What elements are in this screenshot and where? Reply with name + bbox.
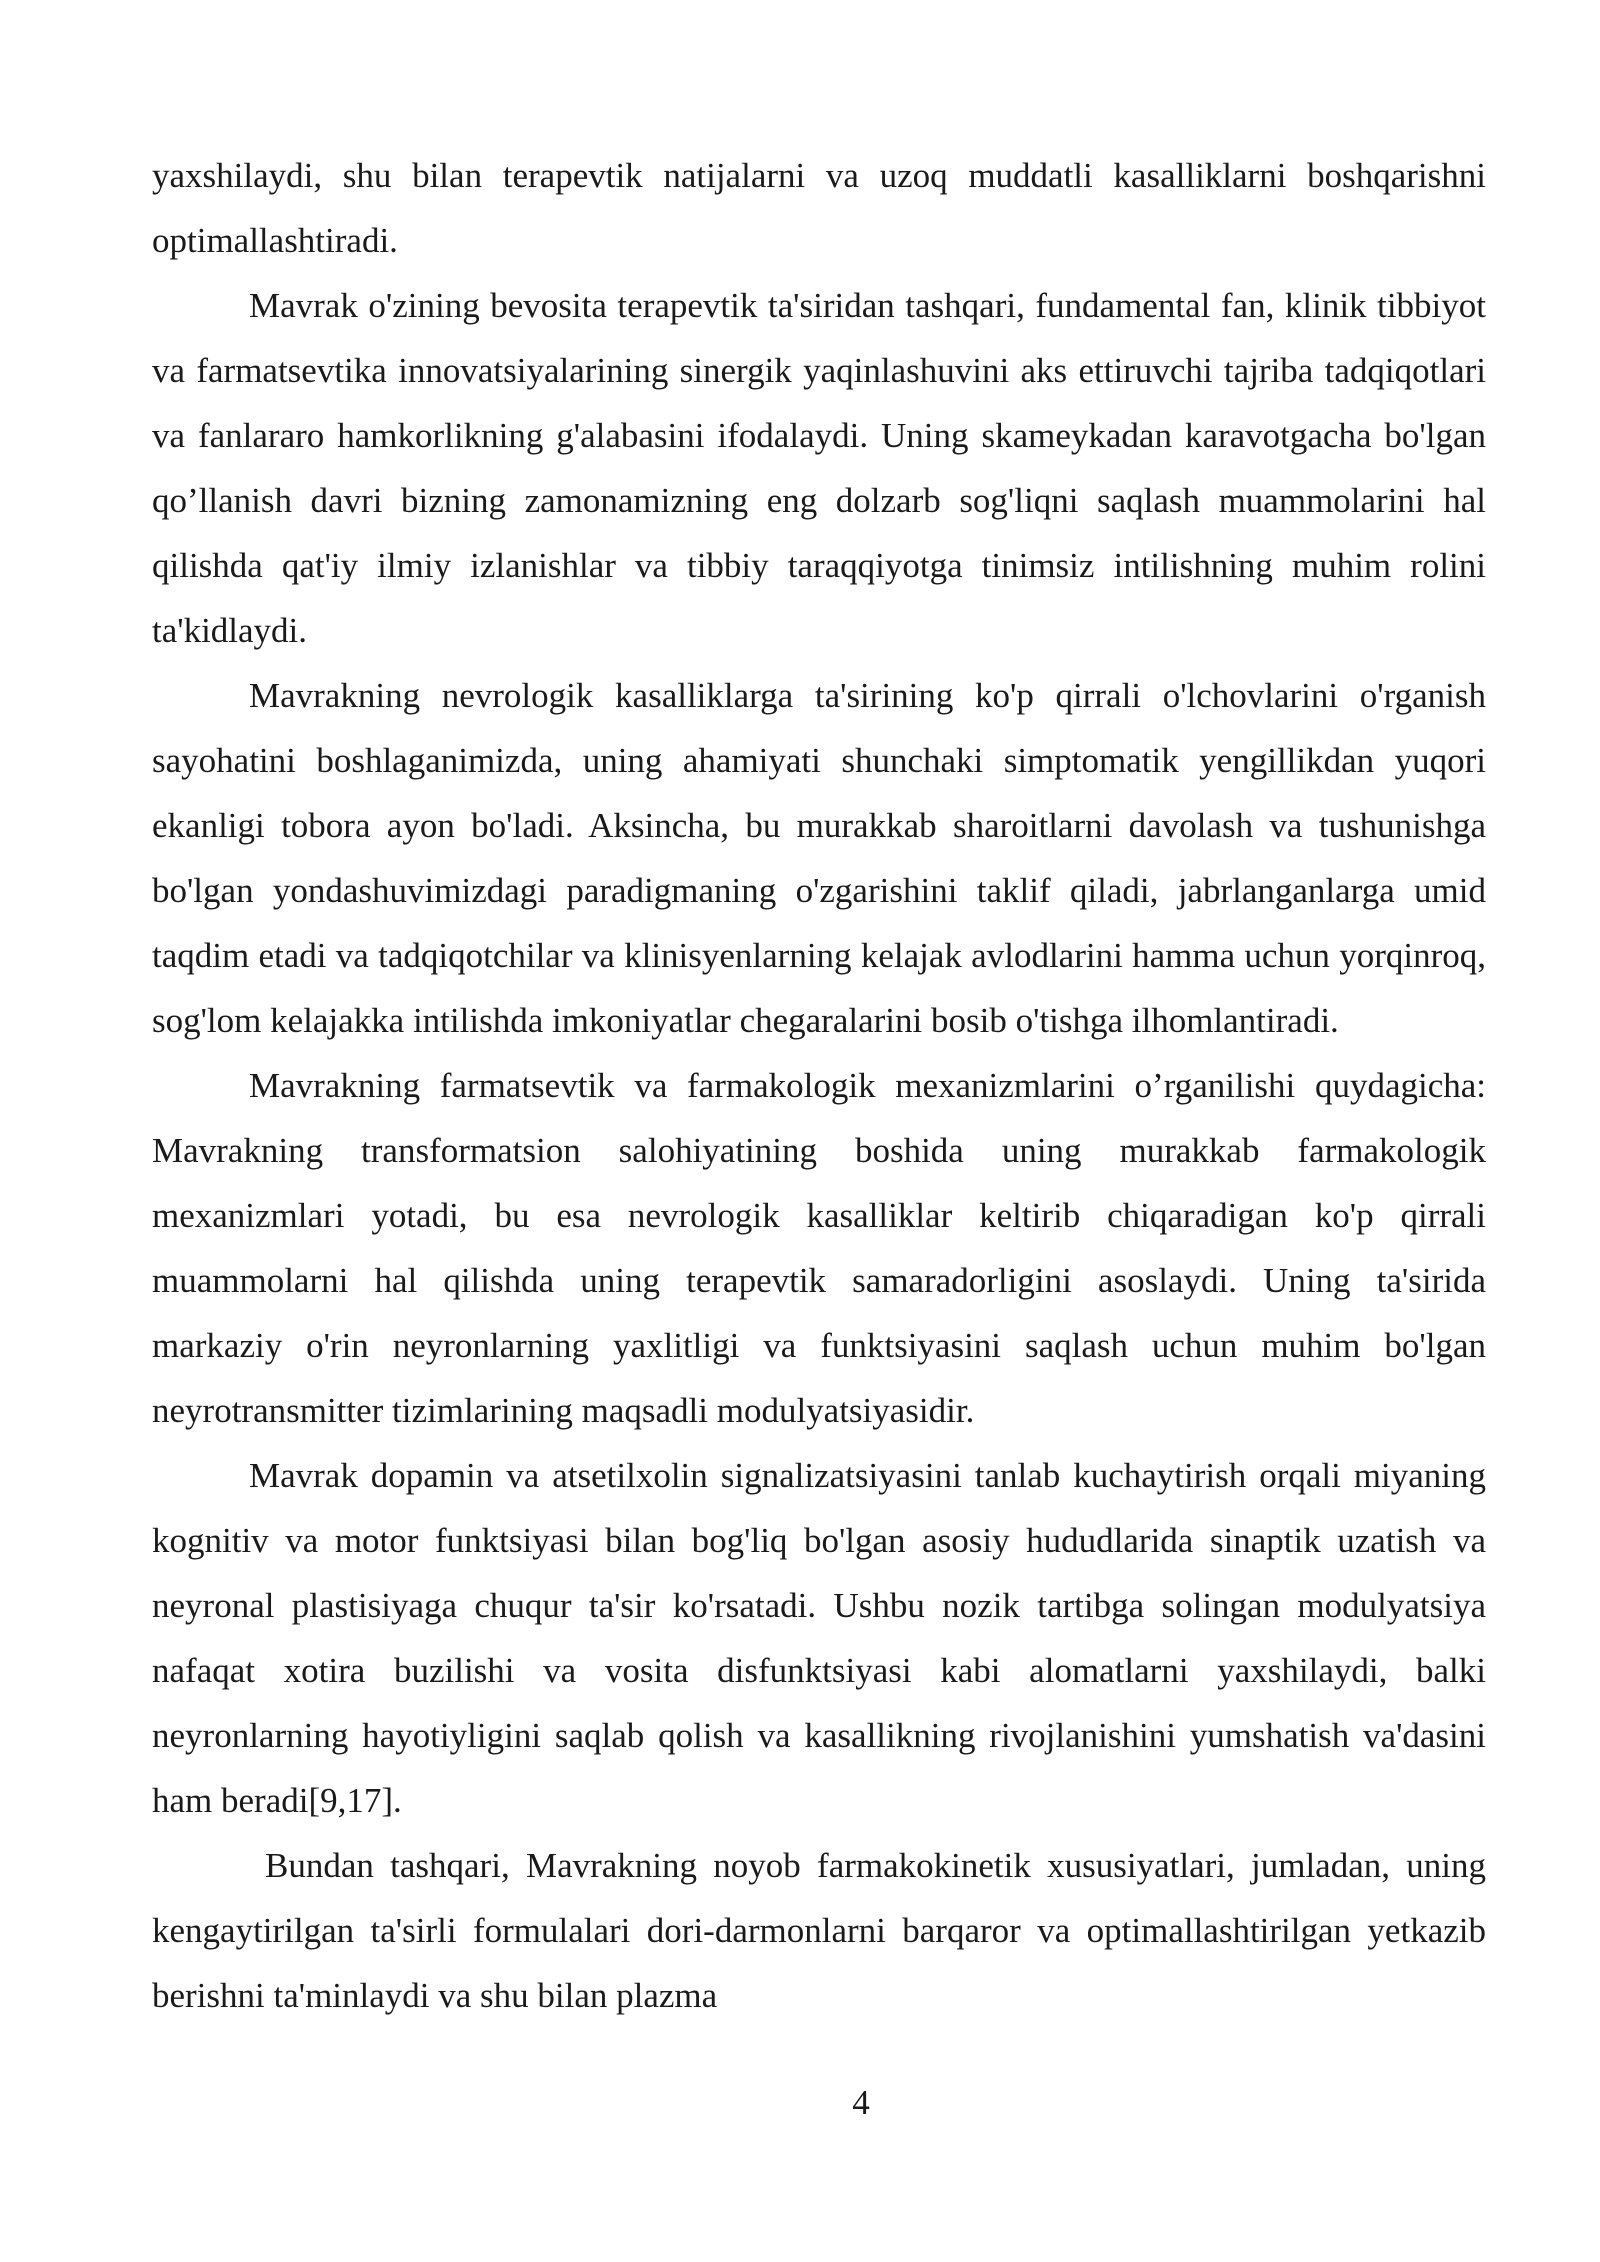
paragraph-dopamine-modulation: Mavrak dopamin va atsetilxolin signalizatsiyasini tanlab kuchaytirish orqali miyaning kognitiv va motor funktsiyasi bilan bog'liq bo'lgan asosiy hududlarida sinaptik uzatish va neyronal plastisiyaga chuqur ta'sir ko'rsatadi. Ushbu nozik tartibga solingan modulyatsiya nafaqat xotira buzilishi va vosita disfunktsiyasi kabi alomatlarni yaxshilaydi, balki neyronlarning hayotiyligini saqlab qolish va kasallikning rivojlanishini yumshatish va'dasini ham beradi[9,17]. xyxy=(152,1456,1486,1820)
paragraph-mavrak-overview: Mavrak o'zining bevosita terapevtik ta'siridan tashqari, fundamental fan, klinik tibbiyot va farmatsevtika innovatsiyalarining sinergik yaqinlashuvini aks ettiruvchi tajriba tadqiqotlari va fanlararo hamkorlikning g'alabasini ifodalaydi. Uning skameykadan karavotgacha bo'lgan qo’llanish davri bizning zamonamizning eng dolzarb sog'liqni saqlash muammolarini hal qilishda qat'iy ilmiy izlanishlar va tibbiy taraqqiyotga tinimsiz intilishning muhim rolini ta'kidlaydi. xyxy=(152,286,1486,650)
paragraph-continuation: yaxshilaydi, shu bilan terapevtik natijalarni va uzoq muddatli kasalliklarni boshqarishni optimallashtiradi. xyxy=(152,156,1486,260)
page-number: 4 xyxy=(852,2083,870,2122)
document-body xyxy=(152,143,1486,2028)
paragraph-pharmacokinetics: Bundan tashqari, Mavrakning noyob farmakokinetik xususiyatlari, jumladan, uning kengaytirilgan ta'sirli formulalari dori-darmonlarni barqaror va optimallashtirilgan yetkazib berishni ta'minlaydi va shu bilan plazma xyxy=(152,1846,1486,2015)
paragraph-pharmacological-mechanisms: Mavrakning farmatsevtik va farmakologik mexanizmlarini o’rganilishi quydagicha: Mavrakning transformatsion salohiyatining boshida uning murakkab farmakologik mexanizmlari yotadi, bu esa nevrologik kasalliklar keltirib chiqaradigan ko'p qirrali muammolarni hal qilishda uning terapevtik samaradorligini asoslaydi. Uning ta'sirida markaziy o'rin neyronlarning yaxlitligi va funktsiyasini saqlash uchun muhim bo'lgan neyrotransmitter tizimlarining maqsadli modulyatsiyasidir. xyxy=(152,1066,1486,1430)
paragraph-neurological-impact: Mavrakning nevrologik kasalliklarga ta'sirining ko'p qirrali o'lchovlarini o'rganish sayohatini boshlaganimizda, uning ahamiyati shunchaki simptomatik yengillikdan yuqori ekanligi tobora ayon bo'ladi. Aksincha, bu murakkab sharoitlarni davolash va tushunishga bo'lgan yondashuvimizdagi paradigmaning o'zgarishini taklif qiladi, jabrlanganlarga umid taqdim etadi va tadqiqotchilar va klinisyenlarning kelajak avlodlarini hamma uchun yorqinroq, sog'lom kelajakka intilishda imkoniyatlar chegaralarini bosib o'tishga ilhomlantiradi. xyxy=(152,676,1486,1040)
